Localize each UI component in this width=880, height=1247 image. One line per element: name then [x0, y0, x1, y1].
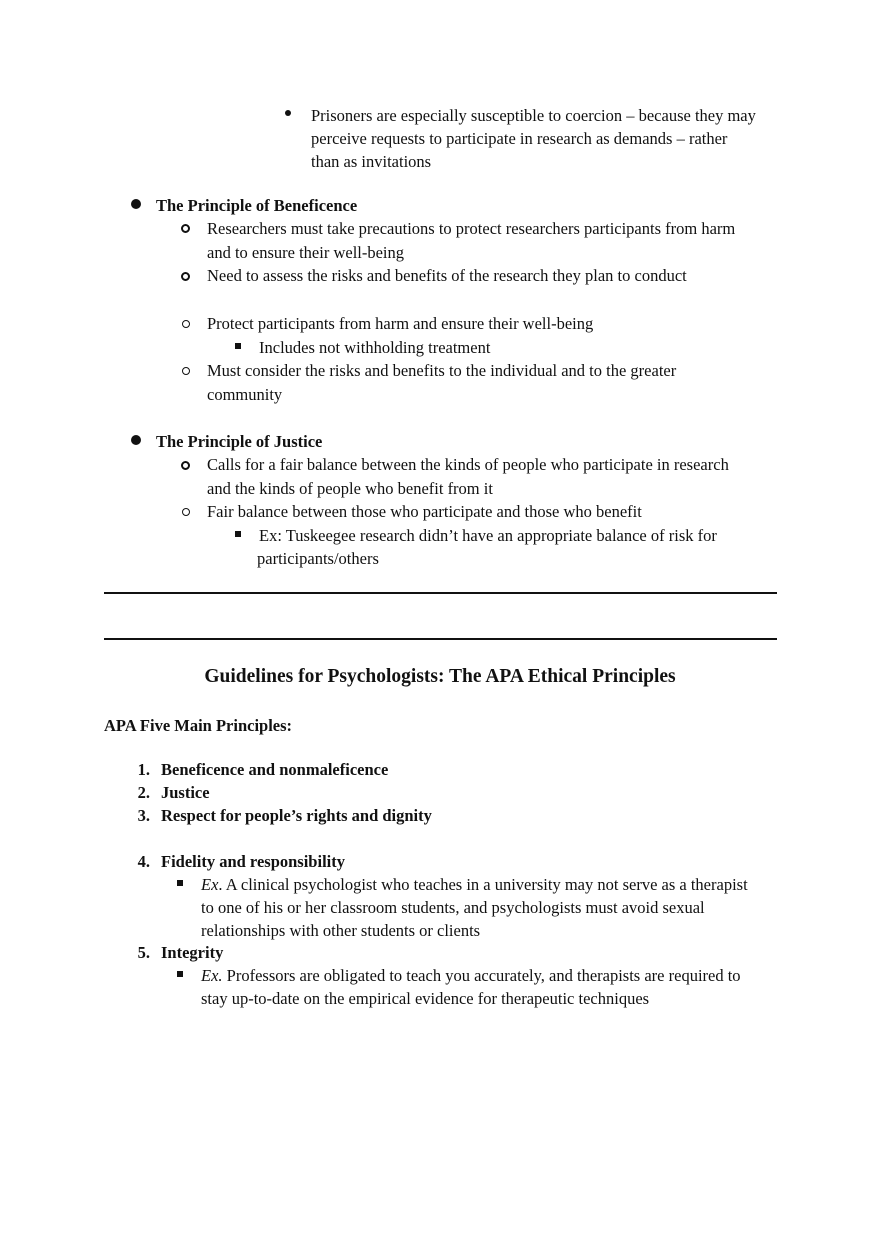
beneficence-item4-line2: community [207, 385, 283, 404]
section-subtitle: APA Five Main Principles: [104, 716, 293, 735]
example-text: . A clinical psychologist who teaches in a university may not serve as a therapist [218, 875, 748, 894]
principle-2-label: Justice [161, 783, 210, 802]
justice-item2: Fair balance between those who participate and those who benefit [207, 502, 642, 521]
fidelity-example-line1 [201, 873, 748, 896]
beneficence-heading: The Principle of Beneficence [156, 196, 358, 215]
beneficence-item1-line1: Researchers must take precautions to protect researchers participants from harm [207, 219, 736, 238]
example-text: Professors are obligated to teach you accurately, and therapists are required to [222, 966, 741, 985]
principle-3-label: Respect for people’s rights and dignity [161, 806, 432, 825]
bullet-ring [181, 224, 190, 233]
principle-number: 1. [137, 760, 150, 779]
prisoner-line-1: Prisoners are especially susceptible to coercion – because they may [311, 106, 756, 125]
principle-number: 4. [137, 852, 150, 871]
bullet-square [177, 880, 183, 886]
bullet-dot [131, 435, 141, 445]
bullet-square [235, 531, 241, 537]
fidelity-example-line2: to one of his or her classroom students, and psychologists must avoid sexual [201, 898, 705, 917]
integrity-example-line1 [201, 964, 741, 987]
bullet-ring [182, 508, 190, 516]
beneficence-item1-line2: and to ensure their well-being [207, 243, 405, 262]
bullet-square [177, 971, 183, 977]
prisoner-line-2: perceive requests to participate in research as demands – rather [311, 129, 728, 148]
bullet-ring [182, 367, 190, 375]
principle-4-label: Fidelity and responsibility [161, 852, 345, 871]
justice-item1-line2: and the kinds of people who benefit from it [207, 479, 493, 498]
principle-5-label: Integrity [161, 943, 224, 962]
bullet-ring [181, 272, 190, 281]
bullet-ring [182, 320, 190, 328]
integrity-example-line2: stay up-to-date on the empirical evidence for therapeutic techniques [201, 989, 650, 1008]
principle-number: 5. [137, 943, 150, 962]
justice-item1-line1: Calls for a fair balance between the kinds of people who participate in research [207, 455, 729, 474]
justice-item2-sub-line2: participants/others [257, 549, 379, 568]
divider-rule [104, 592, 777, 594]
bullet-dot [131, 199, 141, 209]
bullet-ring [181, 461, 190, 470]
justice-heading: The Principle of Justice [156, 432, 323, 451]
example-prefix: Ex [201, 875, 219, 894]
fidelity-example-line3: relationships with other students or clients [201, 921, 481, 940]
beneficence-item3: Protect participants from harm and ensure their well-being [207, 314, 594, 333]
principle-1-label: Beneficence and nonmaleficence [161, 760, 389, 779]
principle-number: 3. [137, 806, 150, 825]
principle-number: 2. [137, 783, 150, 802]
justice-item2-sub-line1: Ex: Tuskeegee research didn’t have an appropriate balance of risk for [259, 526, 717, 545]
bullet-dot [285, 110, 291, 116]
bullet-square [235, 343, 241, 349]
example-prefix: Ex. [201, 966, 223, 985]
beneficence-item4-line1: Must consider the risks and benefits to the individual and to the greater [207, 361, 677, 380]
section-title: Guidelines for Psychologists: The APA Ethical Principles [204, 666, 676, 687]
prisoner-line-3: than as invitations [311, 152, 432, 171]
beneficence-item2: Need to assess the risks and benefits of the research they plan to conduct [207, 266, 687, 285]
divider-rule [104, 638, 777, 640]
beneficence-item3-sub: Includes not withholding treatment [259, 338, 491, 357]
